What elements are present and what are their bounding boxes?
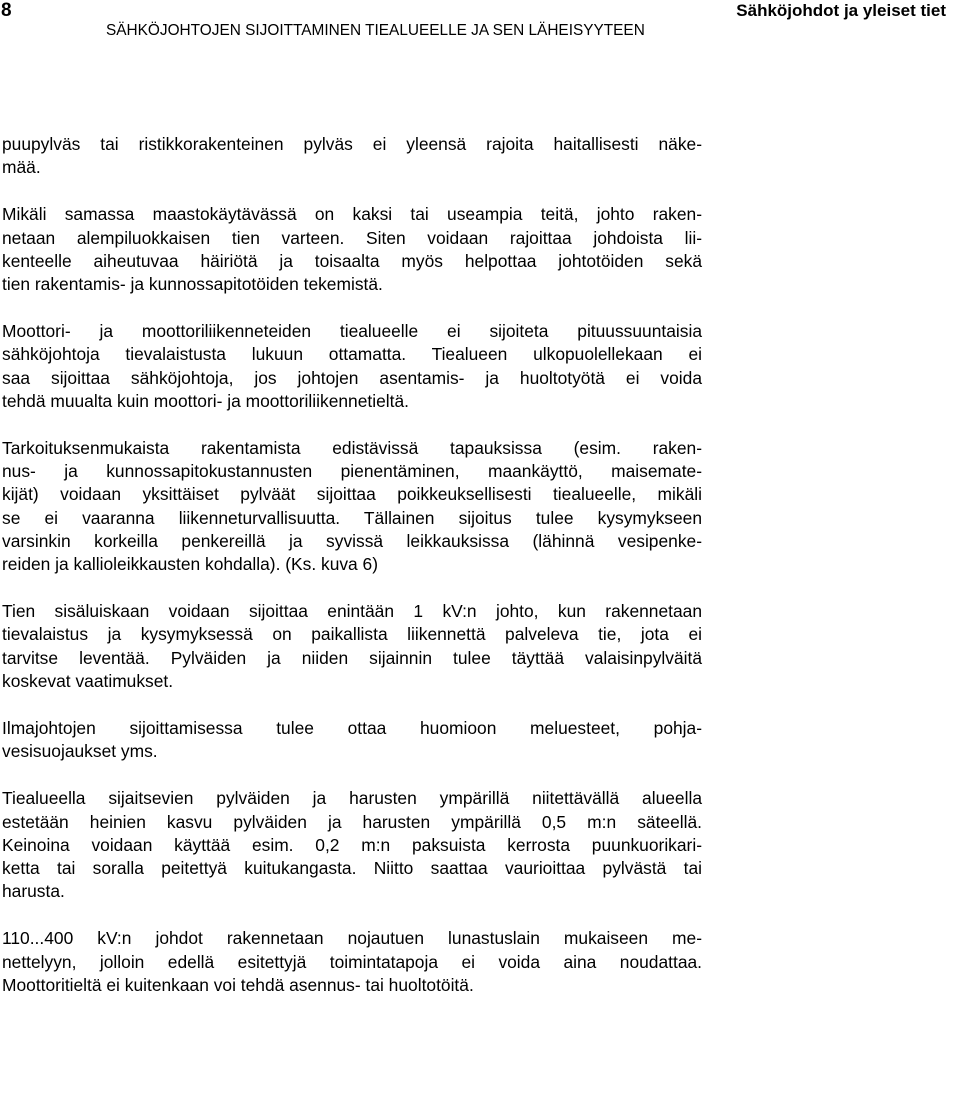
paragraph-line: puupylväs tai ristikkorakenteinen pylväs ei yleensä rajoita haitallisesti näke- bbox=[2, 134, 702, 154]
paragraph-line: nettelyyn, jolloin edellä esitettyjä toimintatapoja ei voida aina noudattaa. bbox=[2, 951, 702, 972]
paragraph-line: estetään heinien kasvu pylväiden ja harusten ympärillä 0,5 m:n säteellä. bbox=[2, 811, 702, 832]
paragraph-line: Tiealueella sijaitsevien pylväiden ja harusten ympärillä niitettävällä alueella bbox=[2, 788, 702, 809]
paragraph-line: Tien sisäluiskaan voidaan sijoittaa enintään 1 kV:n johto, kun rakennetaan bbox=[2, 601, 702, 622]
body-text bbox=[2, 133, 702, 1021]
paragraph bbox=[2, 320, 702, 413]
paragraph-line: harusta. bbox=[2, 881, 65, 902]
paragraph-line: se ei vaaranna liikenneturvallisuutta. Tällainen sijoitus tulee kysymykseen bbox=[2, 507, 702, 528]
paragraph-line: tarvitse leventää. Pylväiden ja niiden sijainnin tulee täyttää valaisinpylväitä bbox=[2, 647, 702, 668]
paragraph-line: Tarkoituksenmukaista rakentamista edistävissä tapauksissa (esim. raken- bbox=[2, 438, 702, 459]
paragraph-line: ketta tai soralla peitettyä kuitukangasta. Niitto saattaa vaurioittaa pylvästä tai bbox=[2, 858, 702, 879]
paragraph-line: reiden ja kallioleikkausten kohdalla). (Ks. kuva 6) bbox=[2, 554, 379, 575]
paragraph-line: varsinkin korkeilla penkereillä ja syvissä leikkauksissa (lähinnä vesipenke- bbox=[2, 530, 702, 551]
header-title: Sähköjohdot ja yleiset tiet bbox=[736, 1, 946, 20]
paragraph-line: mää. bbox=[2, 157, 41, 178]
paragraph-line: tehdä muualta kuin moottori- ja moottoriliikennetieltä. bbox=[2, 390, 409, 411]
paragraph bbox=[2, 927, 702, 997]
paragraph-line: Mikäli samassa maastokäytävässä on kaksi tai useampia teitä, johto raken- bbox=[2, 204, 702, 225]
paragraph bbox=[2, 133, 702, 179]
paragraph-line: sähköjohtoja tievalaistusta lukuun ottamatta. Tiealueen ulkopuolellekaan ei bbox=[2, 344, 702, 365]
paragraph-line: nus- ja kunnossapitokustannusten pienentäminen, maankäyttö, maisemate- bbox=[2, 461, 702, 482]
paragraph-line: saa sijoittaa sähköjohtoja, jos johtojen asentamis- ja huoltotyötä ei voida bbox=[2, 367, 702, 388]
page-number: 8 bbox=[1, 0, 12, 21]
paragraph-line: koskevat vaatimukset. bbox=[2, 670, 174, 691]
paragraph bbox=[2, 717, 702, 763]
paragraph-line: 110...400 kV:n johdot rakennetaan nojautuen lunastuslain mukaiseen me- bbox=[2, 928, 702, 949]
paragraph-line: Ilmajohtojen sijoittamisessa tulee ottaa huomioon meluesteet, pohja- bbox=[2, 718, 702, 739]
paragraph bbox=[2, 787, 702, 903]
paragraph bbox=[2, 203, 702, 296]
header-subtitle: SÄHKÖJOHTOJEN SIJOITTAMINEN TIEALUEELLE JA SEN LÄHEISYYTEEN bbox=[106, 22, 645, 39]
paragraph-line: tien rakentamis- ja kunnossapitotöiden tekemistä. bbox=[2, 274, 383, 295]
paragraph-line: kijät) voidaan yksittäiset pylväät sijoittaa poikkeuksellisesti tiealueelle, mikäli bbox=[2, 484, 702, 505]
paragraph-line: netaan alempiluokkaisen tien varteen. Siten voidaan rajoittaa johdoista lii- bbox=[2, 227, 702, 248]
paragraph-line: kenteelle aiheutuvaa häiriötä ja toisaalta myös helpottaa johtotöiden sekä bbox=[2, 250, 702, 271]
paragraph-line: vesisuojaukset yms. bbox=[2, 741, 158, 762]
paragraph-line: Moottoritieltä ei kuitenkaan voi tehdä asennus- tai huoltotöitä. bbox=[2, 974, 474, 995]
paragraph bbox=[2, 600, 702, 693]
paragraph-line: Keinoina voidaan käyttää esim. 0,2 m:n paksuista kerrosta puunkuorikari- bbox=[2, 834, 702, 855]
paragraph bbox=[2, 437, 702, 576]
paragraph-line: Moottori- ja moottoriliikenneteiden tiealueelle ei sijoiteta pituussuuntaisia bbox=[2, 321, 702, 342]
paragraph-line: tievalaistus ja kysymyksessä on paikallista liikennettä palveleva tie, jota ei bbox=[2, 624, 702, 645]
